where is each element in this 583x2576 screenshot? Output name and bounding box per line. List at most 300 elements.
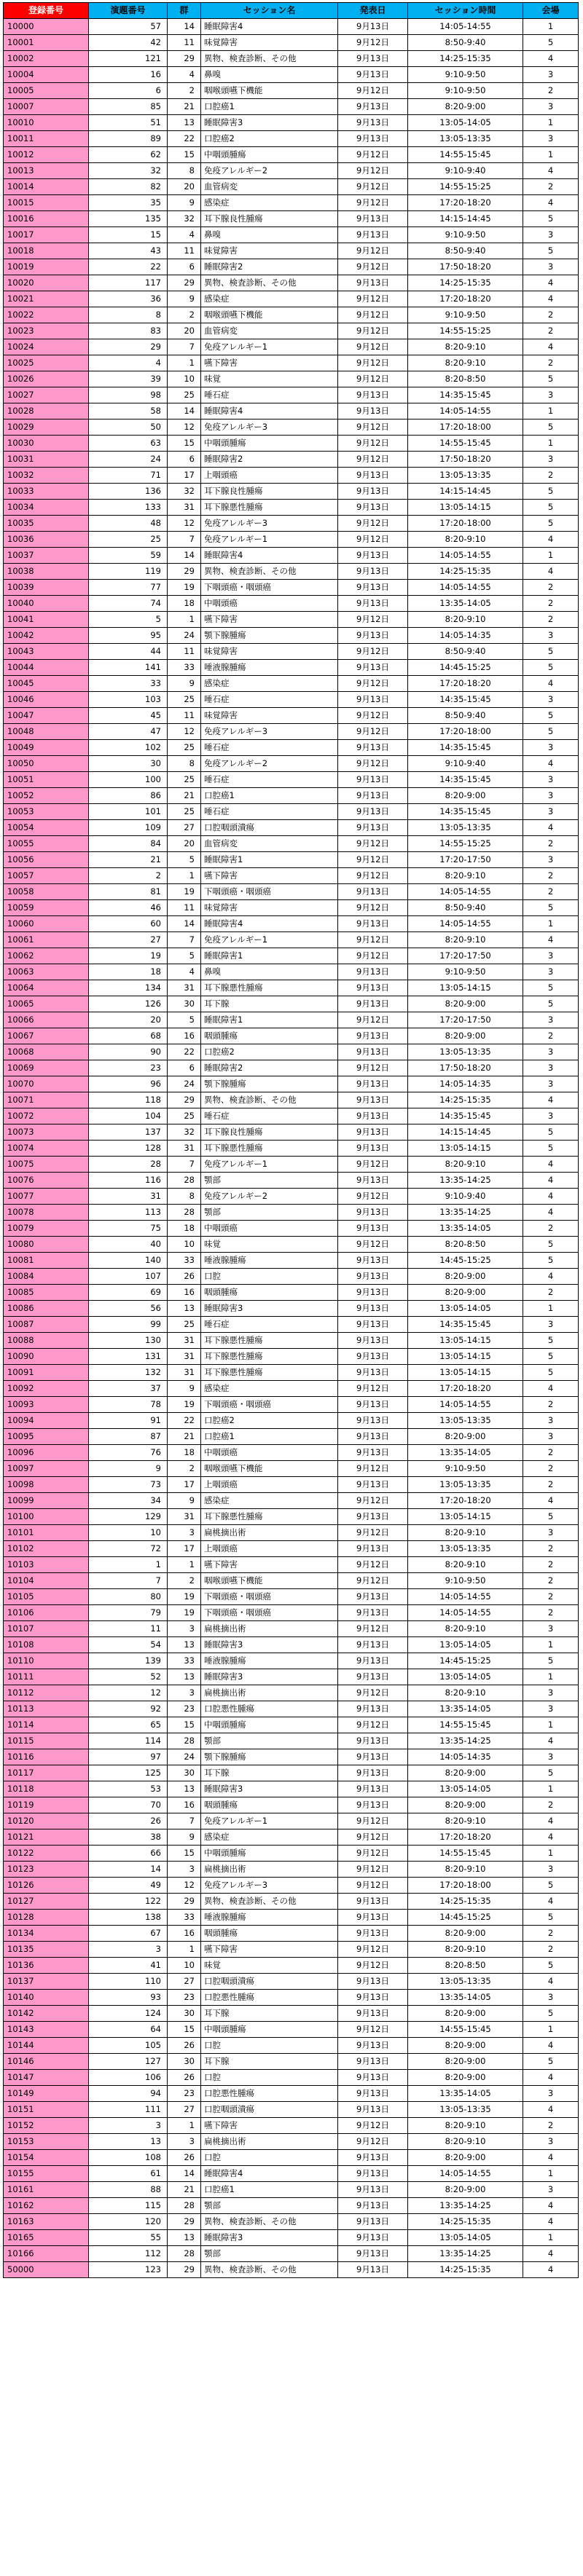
cell-session-time: 13:35-14:05 [408,1990,523,2006]
table-row [4,1509,579,1525]
cell-abstract-number: 53 [89,1781,168,1797]
cell-registration-number: 10153 [4,2134,89,2150]
cell-presentation-date: 9月12日 [338,1829,408,1846]
cell-registration-number: 10041 [4,612,89,628]
cell-venue: 5 [523,996,579,1012]
cell-registration-number: 10063 [4,964,89,980]
cell-group: 9 [168,676,201,692]
cell-abstract-number: 139 [89,1653,168,1669]
cell-registration-number: 10038 [4,564,89,580]
table-row [4,548,579,564]
cell-group: 3 [168,2134,201,2150]
cell-venue: 2 [523,1605,579,1621]
cell-abstract-number: 3 [89,1942,168,1958]
cell-abstract-number: 124 [89,2006,168,2022]
cell-venue: 3 [523,227,579,243]
cell-registration-number: 10051 [4,772,89,788]
cell-presentation-date: 9月13日 [338,1781,408,1797]
cell-group: 1 [168,1557,201,1573]
cell-venue: 3 [523,964,579,980]
cell-session-name: 免疫アレルギー3 [201,516,338,532]
cell-session-name: 口腔悪性腫瘍 [201,1701,338,1717]
cell-session-time: 8:20-9:00 [408,2150,523,2166]
table-row [4,1846,579,1862]
cell-session-time: 13:05-14:15 [408,1349,523,1365]
cell-group: 11 [168,644,201,660]
cell-registration-number: 10002 [4,51,89,67]
cell-presentation-date: 9月13日 [338,996,408,1012]
cell-session-time: 14:25-15:35 [408,564,523,580]
table-row [4,564,579,580]
cell-registration-number: 10100 [4,1509,89,1525]
cell-registration-number: 10103 [4,1557,89,1573]
cell-venue: 1 [523,2022,579,2038]
table-row [4,500,579,516]
cell-registration-number: 10116 [4,1749,89,1765]
cell-session-name: 感染症 [201,676,338,692]
cell-group: 31 [168,1141,201,1157]
cell-abstract-number: 127 [89,2054,168,2070]
cell-abstract-number: 119 [89,564,168,580]
cell-group: 31 [168,1349,201,1365]
cell-group: 24 [168,628,201,644]
cell-presentation-date: 9月13日 [338,1910,408,1926]
cell-presentation-date: 9月12日 [338,1846,408,1862]
cell-session-time: 13:05-13:35 [408,1477,523,1493]
cell-group: 8 [168,756,201,772]
cell-session-name: 異物、検査診断、その他 [201,1092,338,1108]
table-row [4,468,579,484]
cell-registration-number: 10165 [4,2230,89,2246]
cell-registration-number: 10027 [4,387,89,403]
cell-registration-number: 10068 [4,1044,89,1060]
cell-venue: 3 [523,1685,579,1701]
cell-abstract-number: 98 [89,387,168,403]
cell-abstract-number: 82 [89,179,168,195]
cell-group: 10 [168,1237,201,1253]
cell-group: 20 [168,323,201,339]
cell-venue: 4 [523,2150,579,2166]
cell-session-time: 17:50-18:20 [408,1060,523,1076]
cell-abstract-number: 68 [89,1028,168,1044]
cell-group: 5 [168,948,201,964]
cell-registration-number: 10033 [4,484,89,500]
cell-session-name: 睡眠障害4 [201,2166,338,2182]
cell-venue: 3 [523,948,579,964]
cell-abstract-number: 135 [89,211,168,227]
cell-session-name: 免疫アレルギー2 [201,1189,338,1205]
cell-session-time: 8:20-8:50 [408,1958,523,1974]
cell-venue: 1 [523,2166,579,2182]
cell-session-time: 9:10-9:50 [408,227,523,243]
cell-presentation-date: 9月13日 [338,1653,408,1669]
table-row [4,692,579,708]
header-presentation-date: 発表日 [338,3,408,19]
cell-session-name: 鼻嗅 [201,227,338,243]
cell-abstract-number: 37 [89,1381,168,1397]
cell-abstract-number: 5 [89,612,168,628]
cell-session-time: 9:10-9:50 [408,1573,523,1589]
cell-group: 19 [168,884,201,900]
cell-session-name: 口腔 [201,1269,338,1285]
cell-venue: 4 [523,932,579,948]
cell-abstract-number: 28 [89,1157,168,1173]
cell-venue: 5 [523,660,579,676]
cell-registration-number: 10076 [4,1173,89,1189]
table-row [4,2070,579,2086]
cell-session-time: 8:50-9:40 [408,900,523,916]
cell-abstract-number: 78 [89,1397,168,1413]
cell-session-name: 唾液腺腫瘍 [201,1653,338,1669]
cell-registration-number: 10115 [4,1733,89,1749]
cell-venue: 3 [523,131,579,147]
cell-abstract-number: 133 [89,500,168,516]
cell-session-time: 13:35-14:05 [408,1445,523,1461]
cell-registration-number: 10151 [4,2102,89,2118]
cell-presentation-date: 9月13日 [338,468,408,484]
cell-session-time: 8:20-9:10 [408,1621,523,1637]
cell-group: 18 [168,596,201,612]
table-row [4,724,579,740]
cell-session-time: 14:35-15:45 [408,387,523,403]
cell-group: 23 [168,2086,201,2102]
cell-abstract-number: 48 [89,516,168,532]
cell-registration-number: 10047 [4,708,89,724]
cell-presentation-date: 9月13日 [338,1701,408,1717]
cell-registration-number: 10042 [4,628,89,644]
table-row [4,676,579,692]
cell-session-time: 8:20-9:00 [408,1285,523,1301]
table-row [4,948,579,964]
cell-abstract-number: 4 [89,355,168,371]
cell-venue: 3 [523,1060,579,1076]
cell-venue: 4 [523,2070,579,2086]
cell-session-time: 8:20-8:50 [408,371,523,387]
cell-registration-number: 10012 [4,147,89,163]
cell-session-time: 13:05-14:15 [408,1141,523,1157]
table-row [4,1733,579,1749]
cell-abstract-number: 8 [89,307,168,323]
cell-group: 28 [168,1733,201,1749]
cell-session-name: 口腔癌2 [201,131,338,147]
cell-group: 4 [168,227,201,243]
cell-session-name: 扁桃摘出術 [201,1862,338,1878]
table-row [4,1365,579,1381]
cell-abstract-number: 12 [89,1685,168,1701]
cell-group: 6 [168,1060,201,1076]
table-row [4,67,579,83]
table-row [4,532,579,548]
cell-venue: 4 [523,2262,579,2278]
table-row [4,2006,579,2022]
cell-presentation-date: 9月12日 [338,1685,408,1701]
cell-venue: 5 [523,1253,579,1269]
cell-presentation-date: 9月13日 [338,1509,408,1525]
cell-session-time: 14:25-15:35 [408,1092,523,1108]
cell-abstract-number: 36 [89,291,168,307]
cell-session-time: 8:20-9:10 [408,1942,523,1958]
cell-session-name: 咽喉頭嚥下機能 [201,83,338,99]
cell-presentation-date: 9月13日 [338,500,408,516]
cell-session-name: 耳下腺悪性腫瘍 [201,1349,338,1365]
cell-registration-number: 10107 [4,1621,89,1637]
cell-registration-number: 10147 [4,2070,89,2086]
cell-venue: 3 [523,2086,579,2102]
cell-presentation-date: 9月13日 [338,1285,408,1301]
cell-session-time: 14:15-14:45 [408,484,523,500]
cell-abstract-number: 3 [89,2118,168,2134]
cell-abstract-number: 66 [89,1846,168,1862]
cell-abstract-number: 61 [89,2166,168,2182]
cell-venue: 3 [523,1749,579,1765]
cell-presentation-date: 9月12日 [338,1621,408,1637]
cell-abstract-number: 111 [89,2102,168,2118]
cell-session-time: 14:35-15:45 [408,692,523,708]
cell-registration-number: 10055 [4,836,89,852]
cell-group: 31 [168,1333,201,1349]
cell-session-name: 睡眠障害1 [201,1012,338,1028]
cell-group: 19 [168,1605,201,1621]
table-row [4,99,579,115]
table-row [4,2214,579,2230]
cell-abstract-number: 117 [89,275,168,291]
cell-session-time: 8:20-9:10 [408,355,523,371]
cell-abstract-number: 73 [89,1477,168,1493]
cell-presentation-date: 9月13日 [338,1445,408,1461]
cell-presentation-date: 9月13日 [338,2070,408,2086]
cell-registration-number: 10070 [4,1076,89,1092]
table-row [4,1205,579,1221]
cell-presentation-date: 9月13日 [338,131,408,147]
cell-registration-number: 10013 [4,163,89,179]
table-row [4,2230,579,2246]
cell-registration-number: 50000 [4,2262,89,2278]
cell-presentation-date: 9月12日 [338,868,408,884]
cell-session-time: 8:20-9:10 [408,1525,523,1541]
table-row [4,612,579,628]
cell-venue: 5 [523,1124,579,1141]
table-row [4,1397,579,1413]
cell-group: 1 [168,355,201,371]
cell-venue: 4 [523,1493,579,1509]
table-row [4,211,579,227]
cell-presentation-date: 9月13日 [338,387,408,403]
cell-registration-number: 10096 [4,1445,89,1461]
cell-abstract-number: 2 [89,868,168,884]
cell-presentation-date: 9月12日 [338,163,408,179]
cell-presentation-date: 9月13日 [338,2166,408,2182]
cell-session-time: 13:35-14:25 [408,2198,523,2214]
cell-venue: 4 [523,1092,579,1108]
cell-session-name: 扁桃摘出術 [201,1685,338,1701]
cell-group: 26 [168,2038,201,2054]
cell-presentation-date: 9月13日 [338,1205,408,1221]
cell-registration-number: 10090 [4,1349,89,1365]
cell-registration-number: 10029 [4,420,89,436]
cell-group: 16 [168,1797,201,1813]
cell-session-name: 下咽頭癌・咽頭癌 [201,884,338,900]
cell-session-name: 下咽頭癌・咽頭癌 [201,1605,338,1621]
cell-group: 28 [168,1205,201,1221]
cell-registration-number: 10074 [4,1141,89,1157]
table-row [4,516,579,532]
cell-presentation-date: 9月12日 [338,1157,408,1173]
table-row [4,1493,579,1509]
cell-abstract-number: 59 [89,548,168,564]
cell-session-name: 中咽頭腫瘍 [201,1846,338,1862]
cell-presentation-date: 9月12日 [338,1717,408,1733]
cell-group: 13 [168,2230,201,2246]
cell-presentation-date: 9月13日 [338,2230,408,2246]
cell-presentation-date: 9月13日 [338,1028,408,1044]
table-row [4,420,579,436]
cell-registration-number: 10088 [4,1333,89,1349]
cell-registration-number: 10143 [4,2022,89,2038]
cell-venue: 5 [523,1910,579,1926]
cell-presentation-date: 9月13日 [338,628,408,644]
table-row [4,1878,579,1894]
cell-registration-number: 10005 [4,83,89,99]
cell-group: 7 [168,932,201,948]
table-row [4,1060,579,1076]
cell-session-time: 13:05-14:15 [408,1365,523,1381]
cell-session-time: 14:25-15:35 [408,2214,523,2230]
cell-group: 4 [168,964,201,980]
table-row [4,355,579,371]
cell-venue: 3 [523,1044,579,1060]
cell-venue: 5 [523,420,579,436]
cell-registration-number: 10142 [4,2006,89,2022]
cell-presentation-date: 9月13日 [338,1108,408,1124]
cell-session-name: 咽頭腫瘍 [201,1926,338,1942]
cell-session-name: 中咽頭腫瘍 [201,1717,338,1733]
cell-session-time: 13:05-14:05 [408,1301,523,1317]
cell-session-time: 14:05-14:35 [408,1749,523,1765]
cell-group: 23 [168,1701,201,1717]
cell-group: 25 [168,1108,201,1124]
cell-registration-number: 10050 [4,756,89,772]
cell-venue: 2 [523,596,579,612]
cell-registration-number: 10137 [4,1974,89,1990]
cell-session-name: 中咽頭腫瘍 [201,2022,338,2038]
cell-session-time: 14:05-14:55 [408,548,523,564]
cell-presentation-date: 9月13日 [338,1765,408,1781]
cell-registration-number: 10098 [4,1477,89,1493]
cell-session-name: 味覚 [201,371,338,387]
cell-presentation-date: 9月13日 [338,1926,408,1942]
table-row [4,131,579,147]
table-row [4,1862,579,1878]
cell-session-name: 免疫アレルギー1 [201,1157,338,1173]
cell-registration-number: 10004 [4,67,89,83]
cell-group: 31 [168,980,201,996]
cell-venue: 2 [523,307,579,323]
table-row [4,1124,579,1141]
table-row [4,2198,579,2214]
cell-abstract-number: 136 [89,484,168,500]
cell-registration-number: 10149 [4,2086,89,2102]
cell-venue: 4 [523,1813,579,1829]
table-row [4,1910,579,1926]
cell-group: 29 [168,1092,201,1108]
cell-presentation-date: 9月12日 [338,2022,408,2038]
cell-abstract-number: 75 [89,1221,168,1237]
cell-session-time: 14:55-15:45 [408,1717,523,1733]
cell-registration-number: 10118 [4,1781,89,1797]
cell-group: 25 [168,804,201,820]
cell-registration-number: 10111 [4,1669,89,1685]
table-row [4,1108,579,1124]
cell-abstract-number: 103 [89,692,168,708]
cell-presentation-date: 9月13日 [338,1044,408,1060]
cell-venue: 5 [523,1237,579,1253]
cell-registration-number: 10102 [4,1541,89,1557]
cell-group: 21 [168,99,201,115]
cell-presentation-date: 9月13日 [338,99,408,115]
cell-session-time: 8:50-9:40 [408,243,523,259]
table-row [4,1990,579,2006]
cell-session-time: 8:20-9:00 [408,1926,523,1942]
cell-session-time: 13:05-13:35 [408,1413,523,1429]
cell-abstract-number: 128 [89,1141,168,1157]
cell-session-time: 14:05-14:55 [408,580,523,596]
cell-venue: 3 [523,740,579,756]
cell-presentation-date: 9月13日 [338,1637,408,1653]
cell-abstract-number: 121 [89,51,168,67]
cell-abstract-number: 50 [89,420,168,436]
cell-registration-number: 10075 [4,1157,89,1173]
cell-venue: 3 [523,99,579,115]
cell-venue: 4 [523,275,579,291]
cell-group: 33 [168,1910,201,1926]
table-row [4,115,579,131]
table-row [4,19,579,35]
cell-group: 7 [168,532,201,548]
cell-registration-number: 10021 [4,291,89,307]
cell-registration-number: 10034 [4,500,89,516]
table-row [4,227,579,243]
cell-group: 10 [168,1958,201,1974]
cell-abstract-number: 88 [89,2182,168,2198]
cell-group: 12 [168,724,201,740]
cell-presentation-date: 9月13日 [338,596,408,612]
cell-venue: 5 [523,1509,579,1525]
cell-session-time: 14:25-15:35 [408,275,523,291]
cell-abstract-number: 107 [89,1269,168,1285]
cell-abstract-number: 89 [89,131,168,147]
cell-registration-number: 10000 [4,19,89,35]
table-row [4,2118,579,2134]
cell-presentation-date: 9月13日 [338,740,408,756]
cell-registration-number: 10060 [4,916,89,932]
cell-presentation-date: 9月13日 [338,19,408,35]
cell-session-name: 耳下腺良性腫瘍 [201,211,338,227]
cell-registration-number: 10053 [4,804,89,820]
cell-venue: 5 [523,1958,579,1974]
table-row [4,1541,579,1557]
cell-session-name: 異物、検査診断、その他 [201,2214,338,2230]
cell-group: 18 [168,1221,201,1237]
cell-group: 14 [168,916,201,932]
cell-venue: 4 [523,1894,579,1910]
cell-registration-number: 10126 [4,1878,89,1894]
table-row [4,147,579,163]
cell-session-time: 8:20-9:00 [408,1765,523,1781]
cell-group: 2 [168,1573,201,1589]
cell-group: 30 [168,996,201,1012]
cell-session-name: 睡眠障害3 [201,1781,338,1797]
cell-presentation-date: 9月13日 [338,916,408,932]
